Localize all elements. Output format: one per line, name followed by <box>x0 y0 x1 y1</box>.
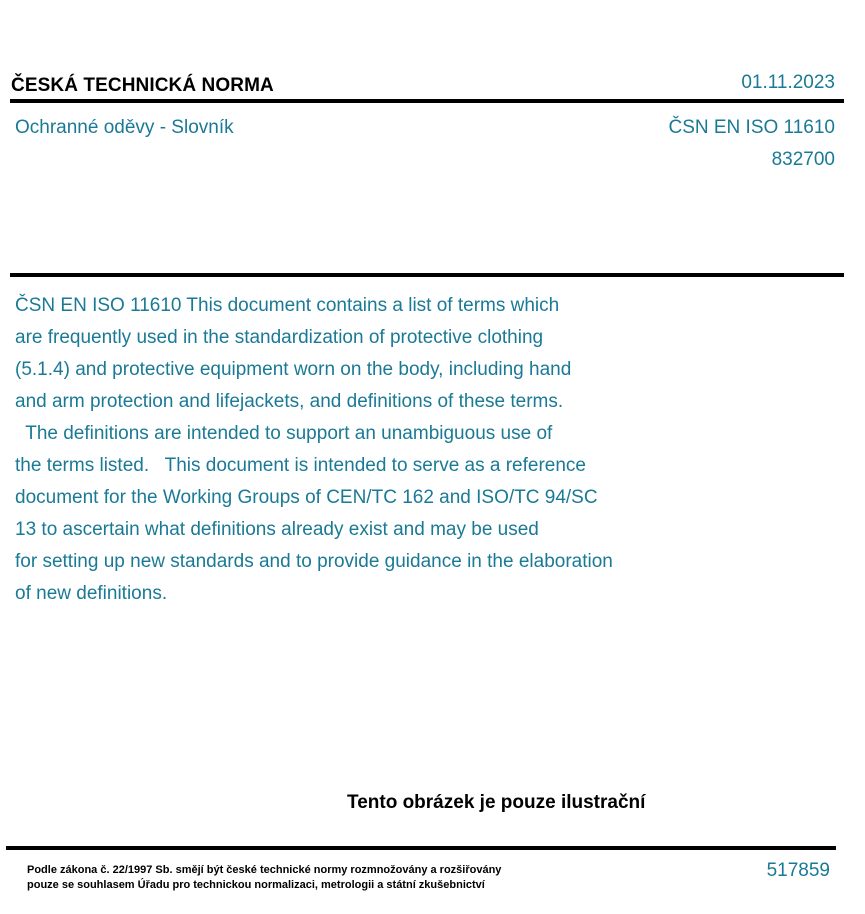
legal-line: Podle zákona č. 22/1997 Sb. smějí být české technické normy rozmnožovány a rozšiřovány <box>27 864 502 876</box>
header-divider <box>10 99 844 103</box>
abstract-line: of new definitions. <box>15 583 168 604</box>
document-id: 517859 <box>766 860 830 881</box>
standard-subtitle: Ochranné oděvy - Slovník <box>15 117 234 138</box>
classification-code: 832700 <box>771 149 835 170</box>
abstract-line: 13 to ascertain what definitions already exist and may be used <box>15 519 539 540</box>
abstract-line: (5.1.4) and protective equipment worn on the body, including hand <box>15 359 572 380</box>
abstract-line: are frequently used in the standardization of protective clothing <box>15 327 544 348</box>
publication-date: 01.11.2023 <box>741 72 835 93</box>
document-type-title: ČESKÁ TECHNICKÁ NORMA <box>11 75 274 96</box>
standard-number: ČSN EN ISO 11610 <box>668 117 835 138</box>
abstract-line: The definitions are intended to support an unambiguous use of <box>15 423 553 444</box>
abstract-line: document for the Working Groups of CEN/TC 162 and ISO/TC 94/SC <box>15 487 598 508</box>
illustrative-notice: Tento obrázek je pouze ilustrační <box>347 792 646 813</box>
abstract-line: and arm protection and lifejackets, and definitions of these terms. <box>15 391 564 412</box>
abstract-text <box>15 290 705 610</box>
legal-line: pouze se souhlasem Úřadu pro technickou normalizaci, metrologii a státní zkušebnictví <box>27 879 485 891</box>
abstract-line: the terms listed. This document is intended to serve as a reference <box>15 455 586 476</box>
legal-notice <box>27 863 501 893</box>
abstract-line: ČSN EN ISO 11610 This document contains a list of terms which <box>15 295 560 316</box>
footer-divider <box>6 846 836 850</box>
abstract-line: for setting up new standards and to provide guidance in the elaboration <box>15 551 613 572</box>
section-divider <box>10 273 844 277</box>
